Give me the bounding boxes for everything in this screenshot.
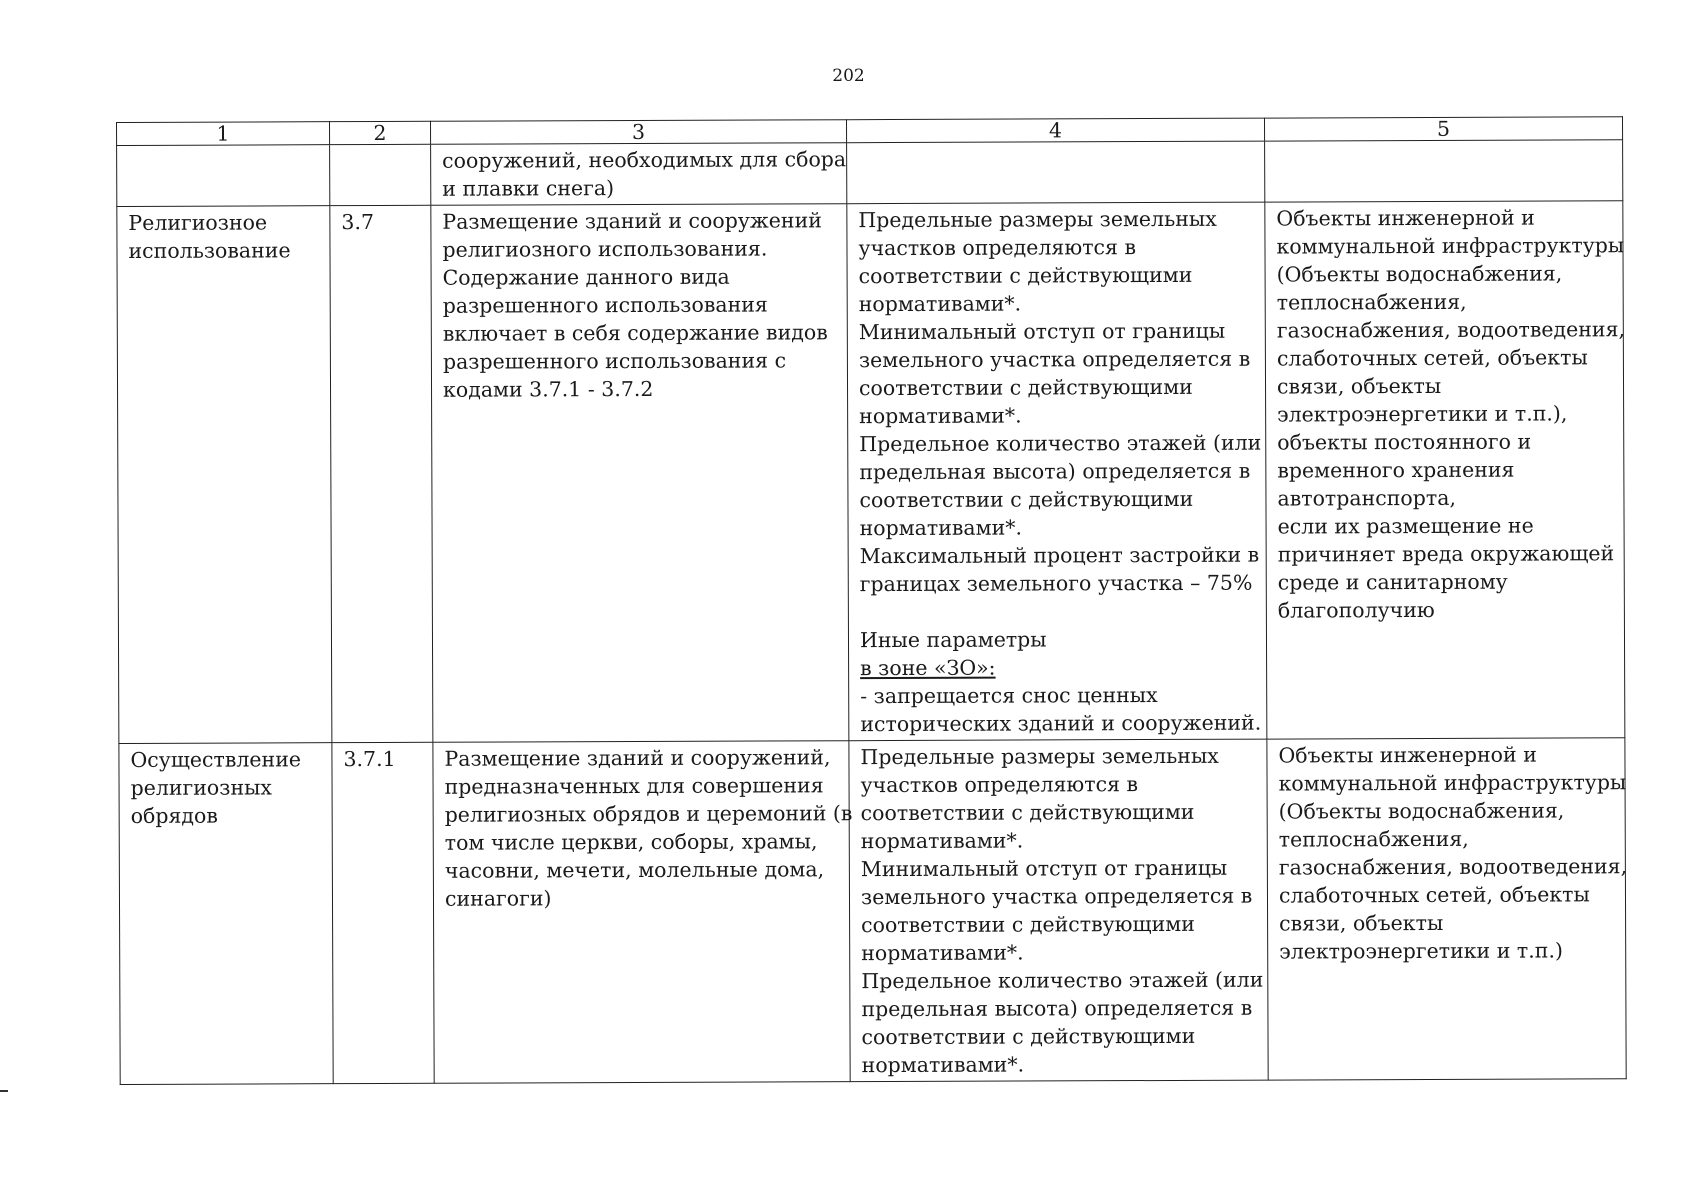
text-line: Осуществление [130,747,302,772]
text-line: синагоги) [444,886,552,911]
text-line: Объекты инженерной и [1278,742,1537,768]
text-line: - запрещается снос ценных [860,683,1158,709]
text-line: Минимальный отступ от границы [858,318,1226,345]
text-line: соответствии с действующими [859,486,1194,513]
text-line: предельная высота) определяется в [859,458,1251,485]
use-name-cell [117,206,332,744]
text-line: соответствии с действующими [860,799,1195,826]
text-line: предназначенных для совершения [444,773,824,799]
header-col-4: 4 [846,118,1264,143]
text-line: автотранспорта, [1277,485,1456,511]
text-line: границах земельного участка – 75% [859,570,1253,597]
text-line: предельная высота) определяется в [861,995,1253,1022]
header-col-1: 1 [117,122,330,146]
text-line: среде и санитарному [1277,569,1508,595]
auxiliary-cell [1265,140,1623,202]
text-line: Содержание данного вида [442,264,730,290]
text-line: Предельные размеры земельных [858,206,1217,233]
description-cell [431,143,847,206]
description-cell [431,204,849,743]
text-line: Минимальный отступ от границы [860,855,1228,882]
description-cell [433,741,853,1084]
text-line: (Объекты водоснабжения, [1276,261,1563,287]
parameters-cell [847,202,1267,741]
margin-mark [0,1090,8,1092]
text-line: нормативами*. [858,291,1022,317]
text-line: соответствии с действующими [861,911,1195,938]
text-line: религиозного использования. [442,236,768,262]
text-line: нормативами*. [860,828,1024,854]
text-line: соответствии с действующими [858,262,1193,289]
text-line: электроэнергетики и т.п.) [1279,938,1563,964]
text-line: электроэнергетики и т.п.), [1277,401,1568,427]
use-code-cell: 3.7.1 [332,742,434,1083]
text-line: Предельное количество этажей (или [859,430,1262,457]
text-line: Максимальный процент застройки в [859,542,1260,569]
parameters-cell [847,141,1265,204]
use-name-cell [117,145,330,207]
text-line: газоснабжения, водоотведения, [1276,317,1626,343]
table-row [119,738,1626,1085]
text-line: Размещение зданий и сооружений, [444,745,831,771]
text-line: коммунальной инфраструктуры [1276,233,1625,259]
text-line: часовни, мечети, молельные дома, [444,857,825,883]
text-line: теплоснабжения, [1276,289,1467,315]
table-row [117,140,1623,207]
text-line: соответствии с действующими [858,374,1193,401]
text-line: сооружений, необходимых для сбора [442,147,847,173]
text-line: объекты постоянного и [1277,429,1532,455]
text-line: связи, объекты [1279,910,1444,936]
text-line: слаботочных сетей, объекты [1276,345,1588,371]
text-line: Предельное количество этажей (или [861,967,1264,994]
text-line: нормативами*. [861,940,1024,966]
text-line: благополучию [1277,597,1435,623]
text-line: Иные параметры [859,627,1047,653]
text-line: кодами 3.7.1 - 3.7.2 [442,376,654,402]
header-col-2: 2 [330,121,431,144]
text-line: исторических зданий и сооружений. [860,710,1262,737]
page-number: 202 [832,66,865,86]
auxiliary-cell [1267,738,1626,1080]
blank-line [860,597,1256,627]
text-line: временного хранения [1277,457,1515,483]
text-line: участков определяются в [858,235,1137,261]
text-line: религиозных [130,775,273,800]
text-line: Религиозное [128,210,268,235]
text-line: нормативами*. [859,515,1023,541]
land-use-table [116,116,1627,1085]
text-line: (Объекты водоснабжения, [1278,798,1565,824]
text-line: теплоснабжения, [1278,826,1469,852]
text-line: если их размещение не [1277,513,1534,539]
text-line: обрядов [130,803,218,828]
text-line: слаботочных сетей, объекты [1278,882,1590,908]
text-line: разрешенного использования с [442,348,787,374]
text-line: связи, объекты [1276,373,1442,399]
text-line: разрешенного использования [442,292,768,318]
text-line: земельного участка определяется в [860,883,1253,910]
text-line: газоснабжения, водоотведения, [1278,854,1628,880]
text-line: коммунальной инфраструктуры [1278,770,1627,796]
text-line: том числе церкви, соборы, храмы, [444,829,818,855]
use-code-cell: 3.7 [330,205,433,742]
text-line: использование [128,238,291,263]
parameters-cell [849,739,1268,1082]
text-line: религиозных обрядов и церемоний (в [444,801,853,827]
auxiliary-cell [1265,201,1625,739]
text-line: Размещение зданий и сооружений [442,208,822,234]
text-line: Объекты инженерной и [1276,205,1535,231]
text-line: земельного участка определяется в [858,346,1251,373]
text-line: нормативами*. [861,1052,1025,1078]
text-line: участков определяются в [860,772,1139,798]
text-line: Предельные размеры земельных [860,743,1219,770]
text-line: причиняет вреда окружающей [1277,541,1615,567]
text-line: включает в себя содержание видов [442,320,828,346]
text-line: нормативами*. [859,403,1022,429]
table-row [117,201,1625,744]
header-col-5: 5 [1264,117,1622,141]
zone-heading: в зоне «ЗО»: [860,655,996,681]
header-col-3: 3 [430,120,846,145]
text-line: и плавки снега) [442,176,615,201]
use-name-cell [119,743,333,1085]
text-line: соответствии с действующими [861,1023,1196,1050]
use-code-cell [330,144,431,205]
